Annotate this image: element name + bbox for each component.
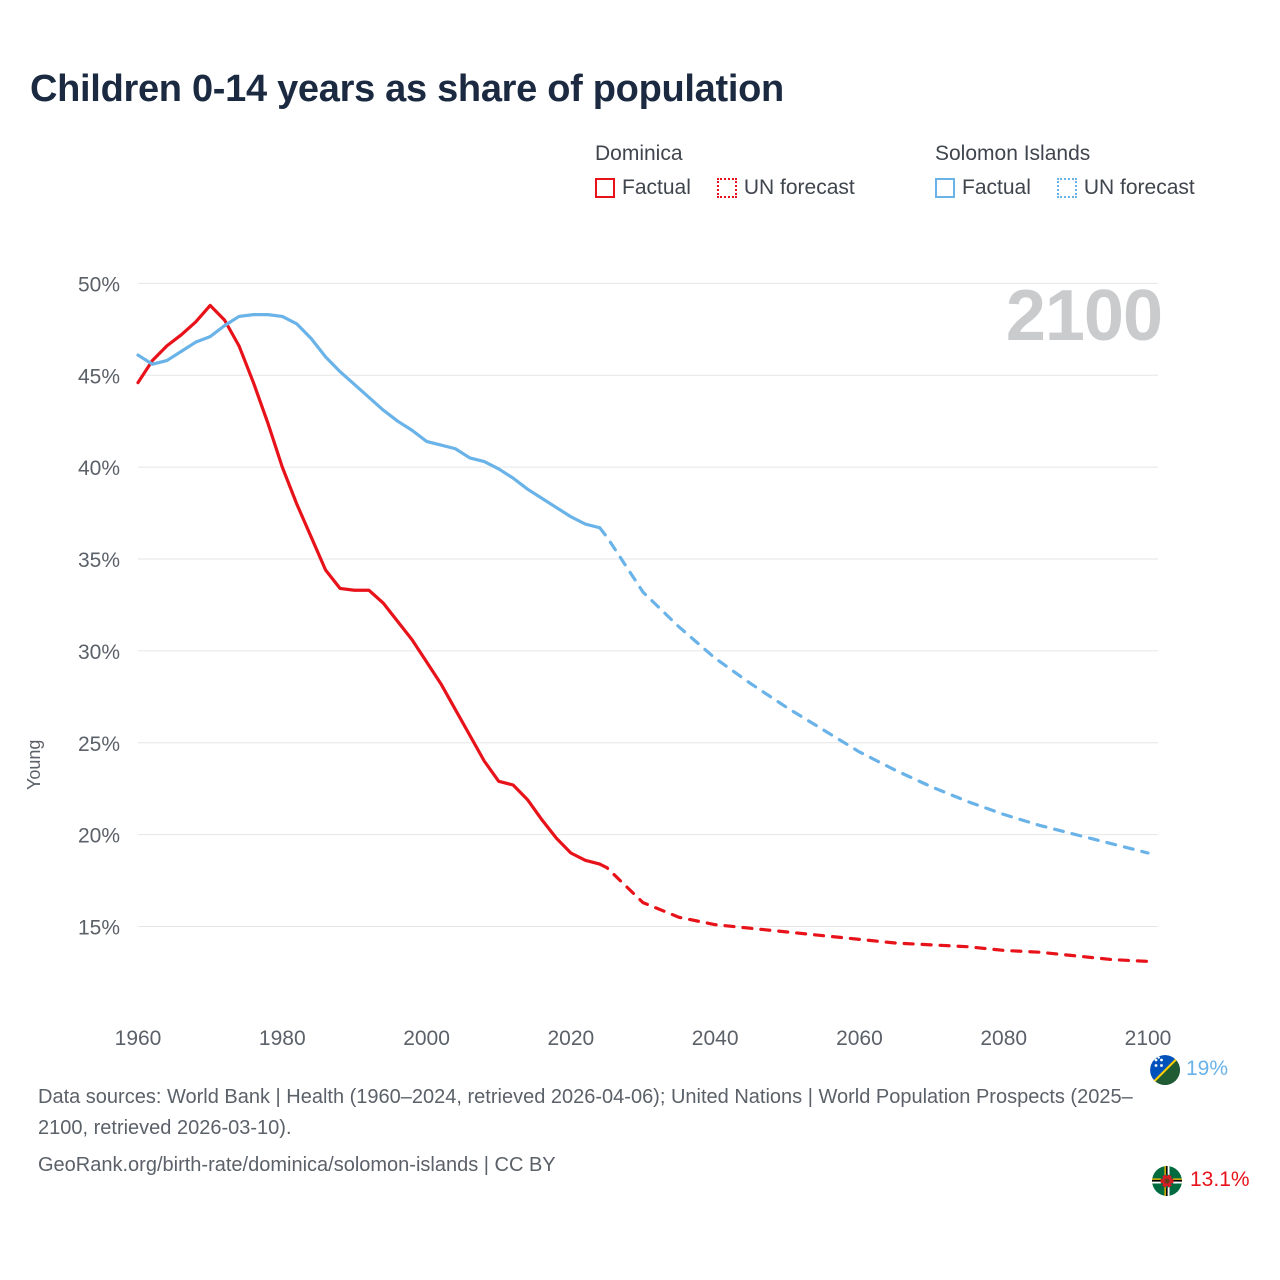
legend-swatch-dotted-icon	[1057, 178, 1077, 198]
legend-item-label: UN forecast	[1083, 176, 1195, 199]
endpoint-label-solomon: 19%	[1186, 1057, 1229, 1080]
svg-text:15%: 15%	[77, 916, 120, 940]
legend-group-title: Dominica	[595, 142, 683, 165]
svg-text:45%: 45%	[77, 365, 120, 389]
svg-text:2020: 2020	[547, 1027, 595, 1050]
svg-text:35%: 35%	[77, 549, 120, 572]
svg-text:2060: 2060	[836, 1027, 883, 1050]
svg-text:20%: 20%	[77, 824, 120, 848]
svg-text:25%: 25%	[77, 732, 120, 756]
svg-text:2000: 2000	[403, 1027, 450, 1050]
svg-text:2040: 2040	[691, 1027, 739, 1050]
year-badge: 2100	[1005, 276, 1162, 356]
page-title: Children 0-14 years as share of population	[30, 68, 784, 110]
legend-item-dominica-factual[interactable]	[595, 176, 691, 200]
solomon-islands-flag-icon	[1150, 1055, 1180, 1085]
legend-item-solomon-factual[interactable]	[935, 176, 1031, 200]
svg-text:1960: 1960	[114, 1027, 162, 1050]
svg-text:2080: 2080	[980, 1027, 1028, 1050]
legend-items	[595, 176, 873, 200]
legend-swatch-solid-icon	[935, 178, 955, 198]
svg-text:30%: 30%	[77, 640, 120, 664]
svg-text:40%: 40%	[77, 457, 120, 481]
svg-text:2100: 2100	[1124, 1027, 1172, 1050]
legend-item-dominica-forecast[interactable]	[717, 176, 855, 200]
legend-item-label: Factual	[962, 176, 1031, 199]
footer-link[interactable]: GeoRank.org/birth-rate/dominica/solomon-islands | CC BY	[38, 1154, 556, 1176]
legend-group-title: Solomon Islands	[935, 142, 1091, 165]
legend-group-solomon-islands	[935, 142, 1213, 200]
legend-item-label: Factual	[622, 176, 691, 199]
legend-group-dominica	[595, 142, 873, 200]
legend-swatch-solid-icon	[595, 178, 615, 198]
footer-sources: Data sources: World Bank | Health (1960–2024, retrieved 2026-04-06); United Nations | World Population Prospects (2025–2100, retrieved 2026-03-10).	[38, 1086, 1133, 1139]
legend-items	[935, 176, 1213, 200]
legend-item-solomon-forecast[interactable]	[1057, 176, 1195, 200]
legend-swatch-dotted-icon	[717, 178, 737, 198]
endpoint-label-dominica: 13.1%	[1190, 1168, 1250, 1191]
legend-item-label: UN forecast	[743, 176, 855, 199]
svg-text:50%: 50%	[77, 273, 120, 297]
footer	[38, 1082, 1238, 1181]
y-axis-title: Young	[24, 739, 44, 790]
svg-text:1980: 1980	[258, 1027, 306, 1050]
